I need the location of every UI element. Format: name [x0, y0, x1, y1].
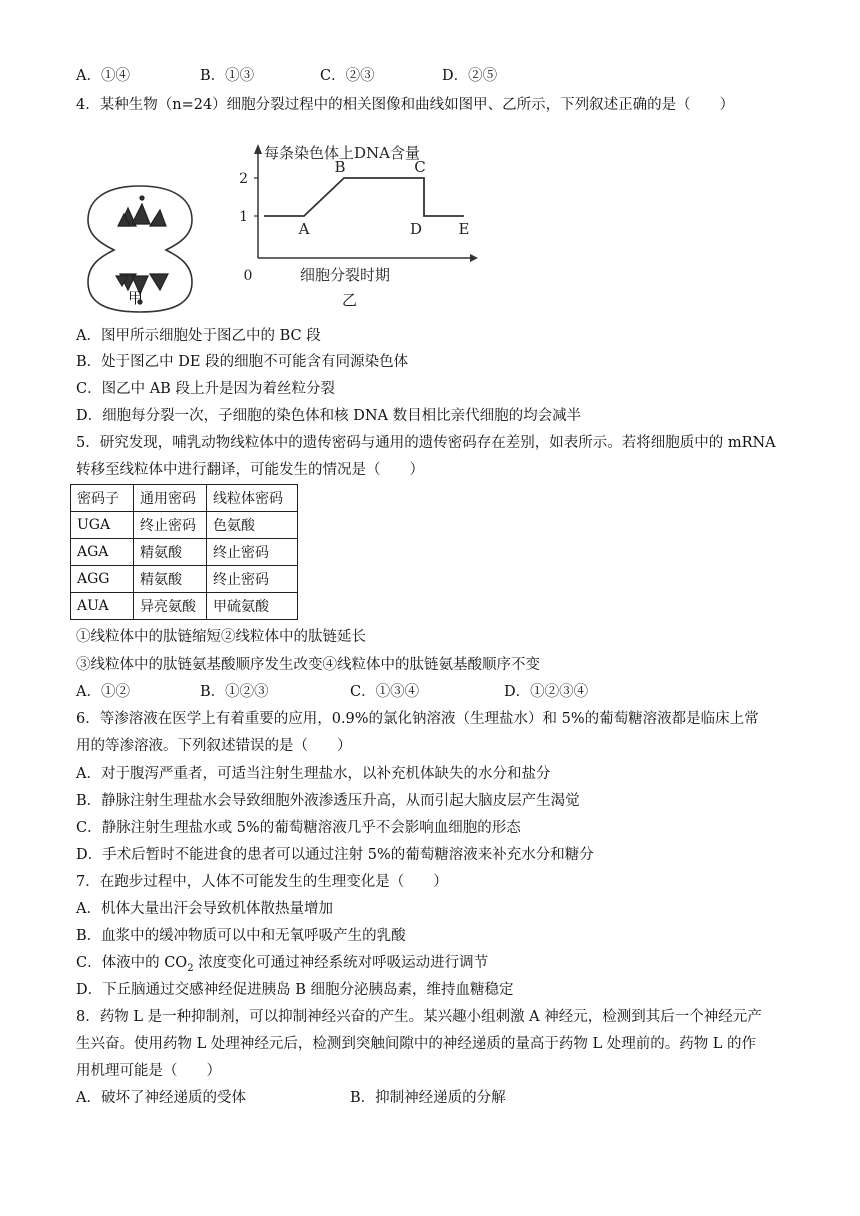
q7-option-b: B．血浆中的缓冲物质可以中和无氧呼吸产生的乳酸 [76, 928, 406, 944]
q8-stem-line3: 用机理可能是（ ） [76, 1063, 221, 1079]
table-header-cell: 通用密码 [134, 485, 207, 512]
origin-label: 0 [243, 268, 253, 284]
y-axis-label: 每条染色体上DNA含量 [264, 144, 420, 162]
point-label: D [409, 220, 423, 238]
table-row [71, 566, 298, 593]
table-cell: 终止密码 [207, 566, 298, 593]
table-row [71, 593, 298, 620]
table-row [71, 512, 298, 539]
point-label: E [458, 220, 470, 238]
co2-subscript: 2 [187, 962, 194, 974]
q4-figure [70, 138, 490, 318]
table-cell: 甲硫氨酸 [207, 593, 298, 620]
table-cell: AGA [71, 539, 134, 566]
table-row [71, 539, 298, 566]
q5-option-a: A．①② [76, 684, 130, 700]
x-axis-label: 细胞分裂时期 [300, 266, 391, 284]
dna-content-chart [230, 138, 490, 288]
point-label: C [414, 158, 426, 176]
table-cell: AUA [71, 593, 134, 620]
q3-option-a: A．①④ [76, 68, 130, 84]
q8-stem-line1: 8．药物 L 是一种抑制剂，可以抑制神经兴奋的产生。某兴趣小组刺激 A 神经元，检测到其后一个神经元产 [76, 1009, 762, 1025]
point-label: A [298, 220, 310, 238]
fig-yi-label: 乙 [342, 291, 358, 309]
q5-option-b: B．①②③ [200, 684, 269, 700]
y-tick-label: 2 [239, 171, 248, 187]
table-cell: 精氨酸 [134, 566, 207, 593]
q4-option-b: B．处于图乙中 DE 段的细胞不可能含有同源染色体 [76, 354, 409, 370]
table-cell: 终止密码 [207, 539, 298, 566]
q5-stem-line1: 5．研究发现，哺乳动物线粒体中的遗传密码与通用的遗传密码存在差别，如表所示。若将细胞质中的 mRNA [76, 435, 776, 451]
q7-option-c-rest: 浓度变化可通过神经系统对呼吸运动进行调节 [193, 955, 489, 971]
cell-division-image [80, 178, 200, 338]
upper-chromosomes [118, 196, 166, 226]
q8-option-a: A．破坏了神经递质的受体 [76, 1090, 246, 1106]
fig-jia-label: 甲 [128, 289, 144, 307]
q7-option-d: D．下丘脑通过交感神经促进胰岛 B 细胞分泌胰岛素，维持血糖稳定 [76, 982, 514, 998]
table-cell: 色氨酸 [207, 512, 298, 539]
q4-option-c: C．图乙中 AB 段上升是因为着丝粒分裂 [76, 381, 335, 397]
series-line [264, 178, 464, 216]
table-cell: 终止密码 [134, 512, 207, 539]
q5-option-c: C．①③④ [350, 684, 420, 700]
q3-option-d: D．②⑤ [442, 68, 498, 84]
table-header-cell: 线粒体密码 [207, 485, 298, 512]
y-axis-arrow [254, 144, 262, 154]
q5-option-d: D．①②③④ [504, 684, 589, 700]
q3-option-c: C．②③ [320, 68, 375, 84]
q7-option-a: A．机体大量出汗会导致机体散热量增加 [76, 901, 333, 917]
q6-stem-line2: 用的等渗溶液。下列叙述错误的是（ ） [76, 738, 352, 754]
q6-option-b: B．静脉注射生理盐水会导致细胞外液渗透压升高，从而引起大脑皮层产生渴觉 [76, 793, 580, 809]
table-header-row [71, 485, 298, 512]
q6-option-a: A．对于腹泻严重者，可适当注射生理盐水，以补充机体缺失的水分和盐分 [76, 766, 551, 782]
table-cell: UGA [71, 512, 134, 539]
q5-items-line2: ③线粒体中的肽链氨基酸顺序发生改变④线粒体中的肽链氨基酸顺序不变 [76, 657, 540, 673]
q7-stem: 7．在跑步过程中，人体不可能发生的生理变化是（ ） [76, 874, 448, 890]
q5-items-line1: ①线粒体中的肽链缩短②线粒体中的肽链延长 [76, 629, 366, 645]
q6-stem-line1: 6．等渗溶液在医学上有着重要的应用，0.9%的氯化钠溶液（生理盐水）和 5%的葡萄糖溶液都是临床上常 [76, 711, 759, 727]
q8-stem-line2: 生兴奋。使用药物 L 处理神经元后，检测到突触间隙中的神经递质的量高于药物 L 处理前的。药物 L 的作 [76, 1036, 757, 1052]
table-cell: 精氨酸 [134, 539, 207, 566]
x-axis-arrow [470, 254, 478, 262]
y-tick-label: 1 [239, 209, 248, 225]
q8-option-b: B．抑制神经递质的分解 [350, 1090, 506, 1106]
codon-table [70, 484, 298, 620]
q6-option-c: C．静脉注射生理盐水或 5%的葡萄糖溶液几乎不会影响血细胞的形态 [76, 820, 521, 836]
q7-option-c [76, 953, 488, 979]
table-cell: AGG [71, 566, 134, 593]
q3-option-b: B．①③ [200, 68, 255, 84]
table-cell: 异亮氨酸 [134, 593, 207, 620]
q7-option-c-text: C．体液中的 CO [76, 955, 188, 971]
q4-option-a: A．图甲所示细胞处于图乙中的 BC 段 [76, 328, 321, 344]
q4-option-d: D．细胞每分裂一次，子细胞的染色体和核 DNA 数目相比亲代细胞的均会减半 [76, 408, 582, 424]
q4-stem: 4．某种生物（n=24）细胞分裂过程中的相关图像和曲线如图甲、乙所示，下列叙述正确的是（ ） [76, 97, 735, 113]
table-header-cell: 密码子 [71, 485, 134, 512]
q5-stem-line2: 转移至线粒体中进行翻译，可能发生的情况是（ ） [76, 462, 424, 478]
q6-option-d: D．手术后暂时不能进食的患者可以通过注射 5%的葡萄糖溶液来补充水分和糖分 [76, 847, 594, 863]
point-label: B [334, 158, 346, 176]
